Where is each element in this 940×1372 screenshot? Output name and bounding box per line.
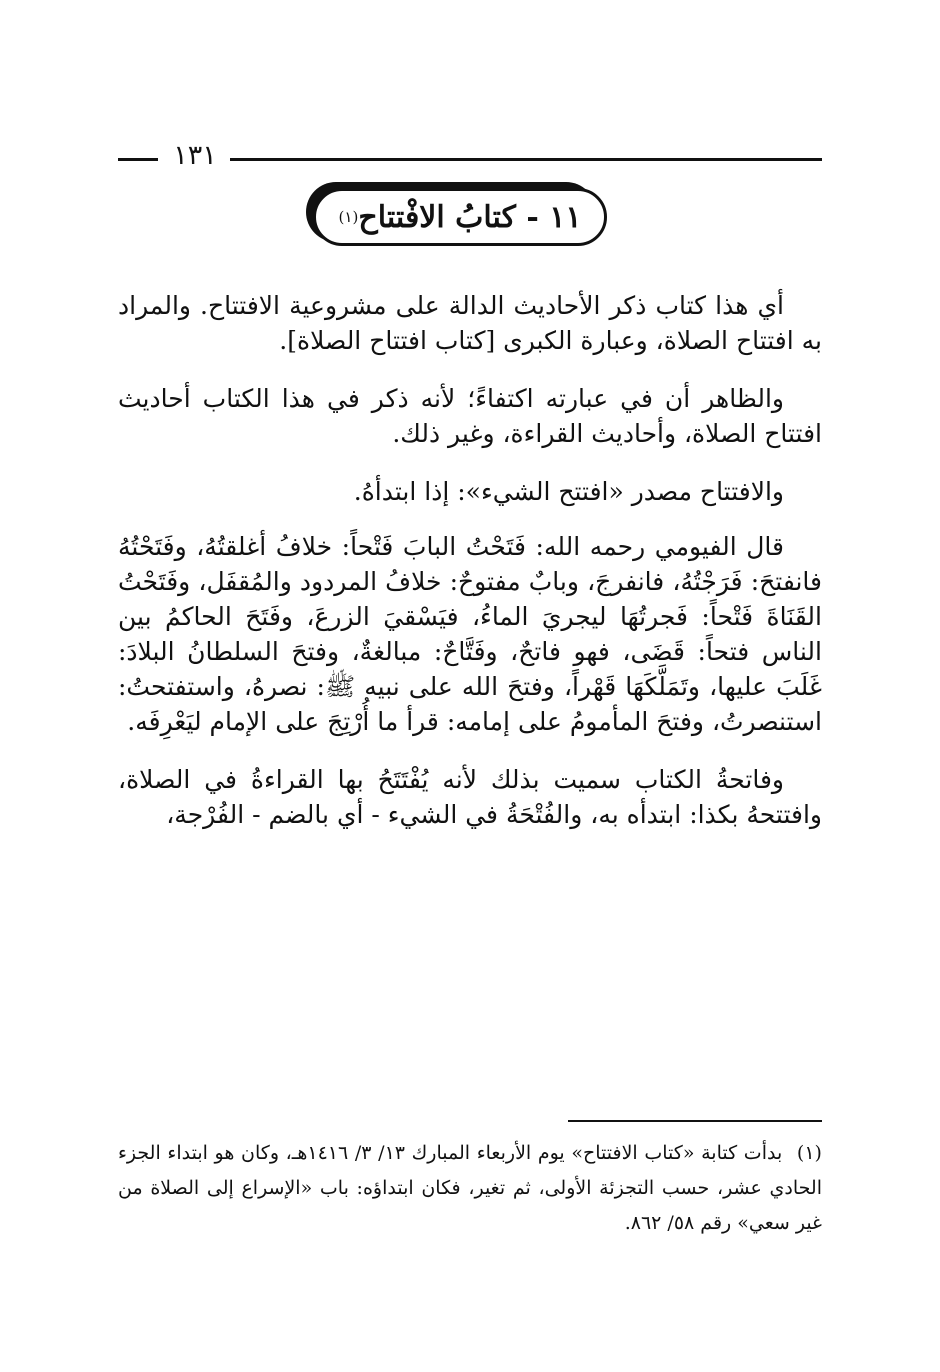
- footnote-separator: [568, 1120, 822, 1122]
- footnote-1: [118, 1136, 822, 1241]
- chapter-title: [313, 188, 607, 246]
- header-rule-right: [230, 158, 822, 161]
- chapter-title-text: ١١ - كتابُ الافْتتاح: [358, 199, 582, 235]
- paragraph-4: قال الفيومي رحمه الله: فَتَحْتُ البابَ فَتْحاً: خلافُ أغلقتُهُ، وفَتَحْتُهُ فانفتحَ: فَرَجْتُهُ، فانفرجَ، وبابٌ مفتوحٌ: خلافُ المردود والمُقفَل، وفَتَحْتُ القَنَاةَ فَتْحاً: فَجرتُهَا ليجريَ الماءُ، فيَسْقيَ الزرعَ، وفَتَحَ الحاكمُ بين الناس فتحاً: قَضَى، فهو فاتحٌ، وفَتَّاحٌ: مبالغةٌ، وفتحَ السلطانُ البلادَ: غَلَبَ عليها، وتَمَلَّكَهَا قَهْراً، وفتحَ الله على نبيه ﷺ: نصرهُ، واستفتحتُ: استنصرتُ، وفتحَ المأمومُ على إمامه: قرأ ما أُرْتِجَ على الإمام ليَعْرِفَه.: [118, 532, 822, 736]
- page-header: [118, 140, 822, 180]
- header-rule-left: [118, 158, 158, 161]
- paragraph-1: أي هذا كتاب ذكر الأحاديث الدالة على مشروعية الافتتاح. والمراد به افتتاح الصلاة، وعبارة الكبرى [كتاب افتتاح الصلاة].: [118, 291, 822, 355]
- paragraph-2: والظاهر أن في عبارته اكتفاءً؛ لأنه ذكر في هذا الكتاب أحاديث افتتاح الصلاة، وأحاديث القراءة، وغير ذلك.: [118, 384, 822, 448]
- footnote-number: (١): [796, 1142, 822, 1164]
- page-number: ١٣١: [173, 140, 217, 171]
- chapter-title-frame: [313, 188, 613, 250]
- footnote-reference: (١): [338, 208, 359, 226]
- body-text: [118, 288, 822, 832]
- footnotes: [118, 1136, 822, 1241]
- footnote-text: بدأت كتابة «كتاب الافتتاح» يوم الأربعاء المبارك ١٣/ ٣/ ١٤١٦هـ، وكان هو ابتداء الجزء الحادي عشر، حسب التجزئة الأولى، ثم تغير، فكان ابتداؤه: باب «الإسراع إلى الصلاة من غير سعي» رقم ٥٨/ ٨٦٢.: [118, 1142, 822, 1234]
- paragraph-5: وفاتحةُ الكتاب سميت بذلك لأنه يُفْتَتَحُ بها القراءةُ في الصلاة، وافتتحهُ بكذا: ابتدأه به، والفُتْحَةُ في الشيء - أي بالضم - الفُرْجة،: [118, 765, 822, 829]
- paragraph-3: والافتتاح مصدر «افتتح الشيء»: إذا ابتدأهُ.: [353, 477, 784, 506]
